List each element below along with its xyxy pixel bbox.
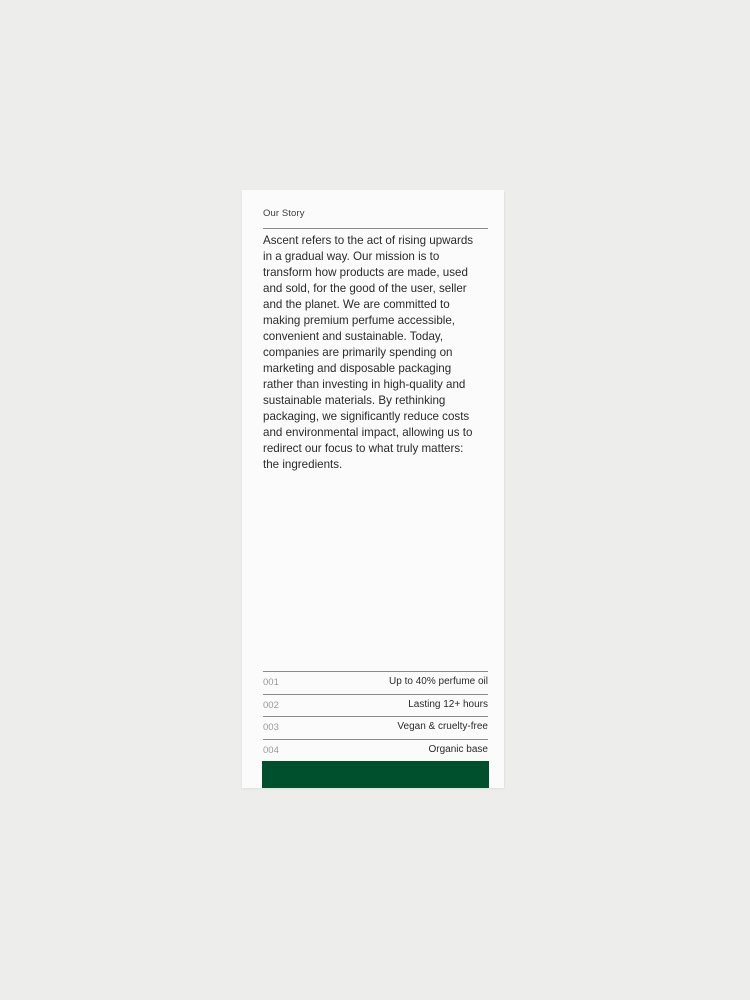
package-heading: Our Story <box>263 208 305 219</box>
story-line: packaging, we significantly reduce costs <box>263 410 470 423</box>
feature-row <box>263 671 488 694</box>
story-line: sustainable materials. By rethinking <box>263 394 446 407</box>
story-line: making premium perfume accessible, <box>263 314 456 327</box>
story-line: in a gradual way. Our mission is to <box>263 250 440 263</box>
feature-number: 003 <box>263 722 279 733</box>
story-line: Ascent refers to the act of rising upwards <box>263 234 474 247</box>
story-line: transform how products are made, used <box>263 266 468 279</box>
feature-number: 004 <box>263 744 279 756</box>
story-line: rather than investing in high-quality and <box>263 378 466 391</box>
feature-number: 001 <box>263 677 279 688</box>
feature-number: 002 <box>263 699 279 711</box>
feature-label: Up to 40% perfume oil <box>389 676 488 687</box>
story-line: marketing and disposable packaging <box>263 362 452 375</box>
feature-row <box>263 716 488 739</box>
story-line: the ingredients. <box>263 458 343 471</box>
feature-list <box>263 671 488 761</box>
story-line: and the planet. We are committed to <box>263 298 450 311</box>
feature-label: Vegan & cruelty-free <box>397 721 488 732</box>
package-side-edge <box>504 192 507 787</box>
perfume-package <box>242 190 504 788</box>
feature-label: Lasting 12+ hours <box>408 698 488 710</box>
feature-row <box>263 694 488 717</box>
story-line: and environmental impact, allowing us to <box>263 426 473 439</box>
story-line: convenient and sustainable. Today, <box>263 330 444 343</box>
feature-row <box>263 739 488 762</box>
story-line: companies are primarily spending on <box>263 346 453 359</box>
story-line: redirect our focus to what truly matters: <box>263 442 464 455</box>
heading-divider <box>263 228 488 229</box>
story-text <box>263 233 491 473</box>
story-line: and sold, for the good of the user, seller <box>263 282 467 295</box>
green-color-band <box>262 761 489 788</box>
feature-label: Organic base <box>428 743 488 755</box>
